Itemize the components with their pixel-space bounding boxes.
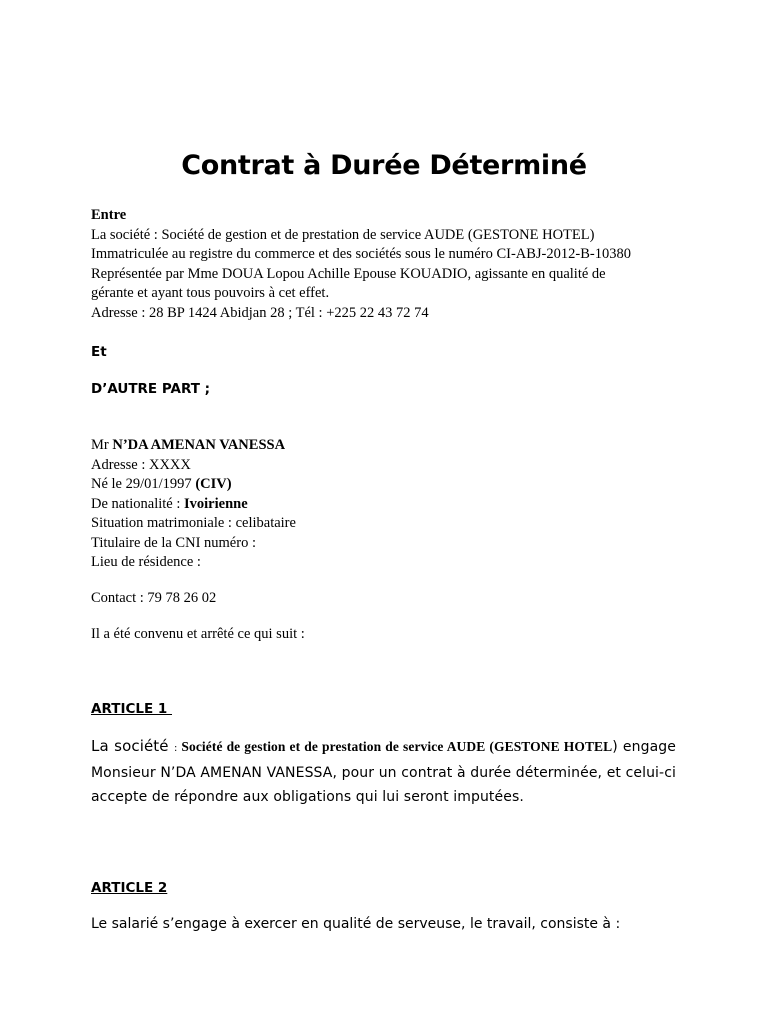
article2-heading: ARTICLE 2 (91, 880, 168, 896)
party1-block (91, 206, 691, 323)
employee-nationality-line (91, 495, 691, 515)
article1-colon: : (174, 743, 182, 754)
employee-id-card: Titulaire de la CNI numéro : (91, 534, 256, 551)
employee-residence: Lieu de résidence : (91, 554, 201, 570)
employee-name-line (91, 436, 691, 456)
party1-line: gérante et ayant tous pouvoirs à cet effet. (91, 285, 330, 301)
employee-name: N’DA AMENAN VANESSA (112, 437, 286, 453)
autre-part-label: D’AUTRE PART ; (91, 381, 211, 397)
party1-heading: Entre (91, 207, 127, 223)
et-label: Et (91, 344, 107, 360)
employee-nationality-prefix: De nationalité : (91, 495, 185, 512)
article1-rest: engage Monsieur N’DA AMENAN VANESSA, pour un contrat à durée déterminée, et celui-ci accepte de répondre aux obligations qui lui seront imputées. (91, 739, 676, 805)
employee-birth-line (91, 475, 691, 495)
article1-close-paren: ) (612, 739, 618, 755)
party2-block (91, 436, 691, 573)
article1-company: Société de gestion et de prestation de service AUDE (GESTONE HOTEL (181, 739, 613, 754)
employee-address: Adresse : XXXX (91, 456, 191, 473)
employee-nationality: Ivoirienne (184, 495, 248, 512)
document-title: Contrat à Durée Déterminé (181, 150, 587, 181)
article1-heading: ARTICLE 1 (91, 701, 172, 717)
party1-line: La société : Société de gestion et de prestation de service AUDE (GESTONE HOTEL) (91, 226, 595, 243)
party1-line: Immatriculée au registre du commerce et des sociétés sous le numéro CI-ABJ-2012-B-10380 (91, 246, 631, 262)
employee-birth-country: (CIV) (195, 476, 232, 492)
employee-name-prefix: Mr (91, 437, 113, 453)
employee-marital-status: Situation matrimoniale : celibataire (91, 515, 296, 531)
agreement-statement: Il a été convenu et arrêté ce qui suit : (91, 626, 305, 642)
employee-contact: Contact : 79 78 26 02 (91, 590, 217, 606)
article1-lead: La société (91, 737, 175, 755)
article1-body (91, 734, 676, 809)
party1-line: Adresse : 28 BP 1424 Abidjan 28 ; Tél : +225 22 43 72 74 (91, 304, 429, 321)
employee-birth-date: Né le 29/01/1997 (91, 476, 196, 492)
article2-body: Le salarié s’engage à exercer en qualité de serveuse, le travail, consiste à : (91, 916, 621, 932)
party1-line: Représentée par Mme DOUA Lopou Achille Epouse KOUADIO, agissante en qualité de (91, 265, 606, 282)
